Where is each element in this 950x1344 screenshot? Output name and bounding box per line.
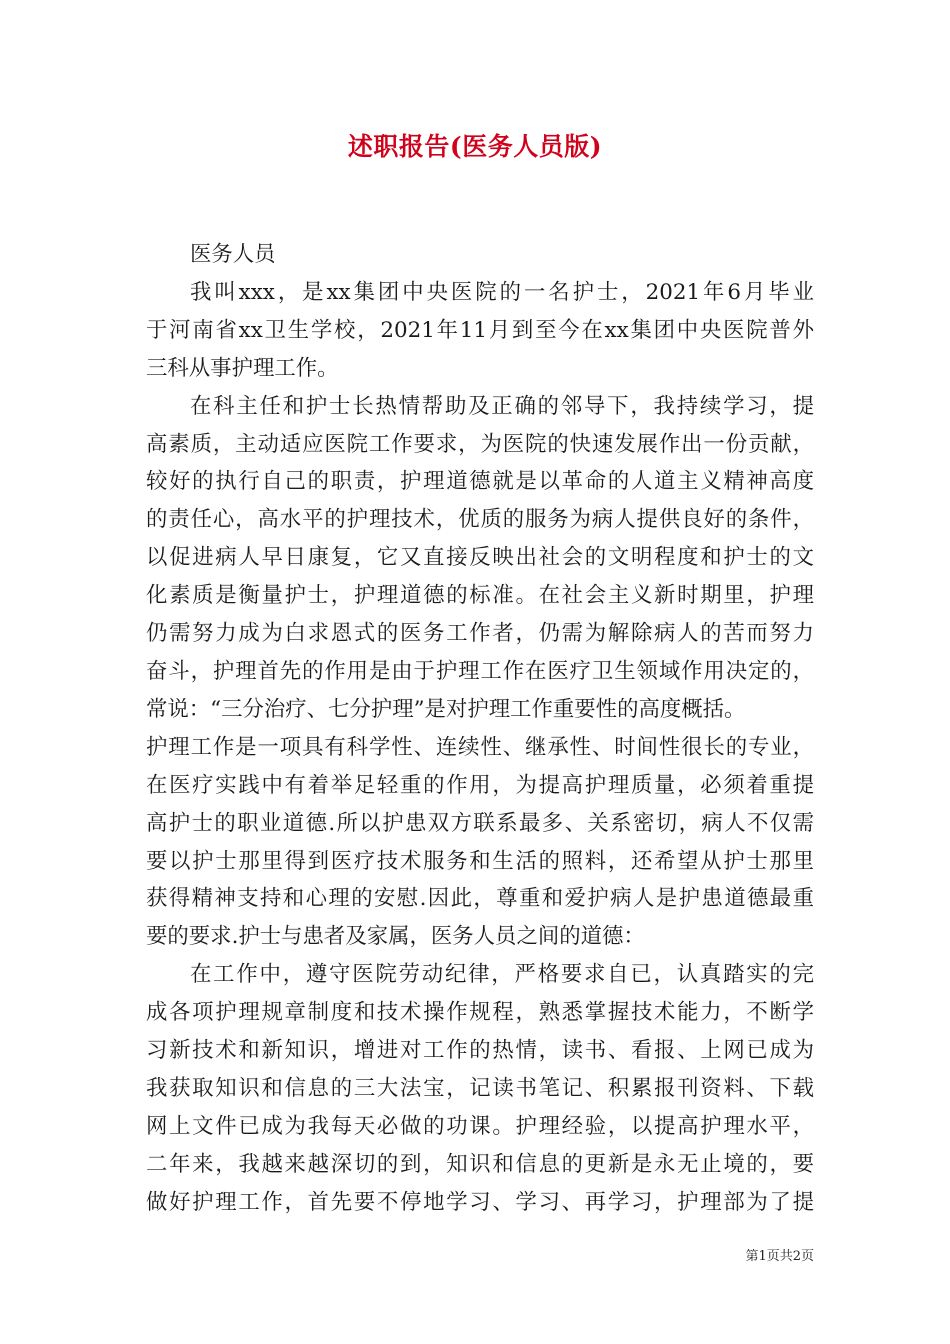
paragraph-line: 我获取知识和信息的三大法宝，记读书笔记、积累报刊资料、下载	[146, 1075, 814, 1101]
page-title: 述职报告(医务人员版)	[347, 132, 603, 161]
paragraph-line: 在医疗实践中有着举足轻重的作用，为提高护理质量，必须着重提	[146, 772, 814, 798]
paragraph-line: 我叫xxx，是xx集团中央医院的一名护士，2021年6月毕业	[190, 279, 814, 305]
paragraph-line: 网上文件已成为我每天必做的功课。护理经验，以提高护理水平，	[146, 1113, 814, 1139]
paragraph-line: 三科从事护理工作。	[146, 355, 339, 381]
paragraph-line: 在工作中，遵守医院劳动纪律，严格要求自已，认真踏实的完	[190, 962, 814, 988]
paragraph-line: 二年来，我越来越深切的到，知识和信息的更新是永无止境的，要	[146, 1151, 814, 1177]
paragraph-line: 医务人员	[190, 242, 276, 267]
paragraph	[146, 956, 814, 1221]
paragraph-line: 成各项护理规章制度和技术操作规程，熟悉掌握技术能力，不断学	[146, 1000, 814, 1026]
paragraph-line: 要以护士那里得到医疗技术服务和生活的照料，还希望从护士那里	[146, 848, 814, 874]
document-body	[146, 236, 814, 1222]
paragraph-line: 以促进病人早日康复，它又直接反映出社会的文明程度和护士的文	[146, 545, 814, 571]
paragraph-line: 较好的执行自己的职责，护理道德就是以革命的人道主义精神高度	[146, 469, 814, 495]
paragraph-line: 要的要求.护士与患者及家属，医务人员之间的道德：	[146, 924, 645, 950]
paragraph	[146, 388, 814, 957]
paragraph-line: 高护士的职业道德.所以护患双方联系最多、关系密切，病人不仅需	[146, 810, 814, 836]
paragraph-line: 于河南省xx卫生学校，2021年11月到至今在xx集团中央医院普外	[146, 317, 814, 343]
paragraph-line: 做好护理工作，首先要不停地学习、学习、再学习，护理部为了提	[146, 1189, 814, 1215]
paragraph-line: 仍需努力成为白求恩式的医务工作者，仍需为解除病人的苦而努力	[146, 621, 814, 647]
paragraph-line: 常说：“三分治疗、七分护理”是对护理工作重要性的高度概括。	[146, 696, 746, 722]
paragraph-line: 在科主任和护士长热情帮助及正确的邻导下，我持续学习，提	[190, 393, 814, 419]
paragraph-line: 习新技术和新知识，增进对工作的热情，读书、看报、上网已成为	[146, 1038, 814, 1064]
page-number-footer: 第1页共2页	[745, 1249, 814, 1264]
paragraph-line: 获得精神支持和心理的安慰.因此，尊重和爱护病人是护患道德最重	[146, 886, 814, 912]
paragraph-line: 化素质是衡量护士，护理道德的标准。在社会主义新时期里，护理	[146, 583, 814, 609]
paragraph	[146, 236, 814, 274]
paragraph-line: 高素质，主动适应医院工作要求，为医院的快速发展作出一份贡献，	[146, 431, 814, 457]
paragraph-line: 的责任心，高水平的护理技术，优质的服务为病人提供良好的条件，	[146, 507, 814, 533]
paragraph-line: 奋斗，护理首先的作用是由于护理工作在医疗卫生领域作用决定的，	[146, 658, 814, 684]
paragraph	[146, 274, 814, 388]
paragraph-line: 护理工作是一项具有科学性、连续性、继承性、时间性很长的专业，	[146, 734, 814, 760]
